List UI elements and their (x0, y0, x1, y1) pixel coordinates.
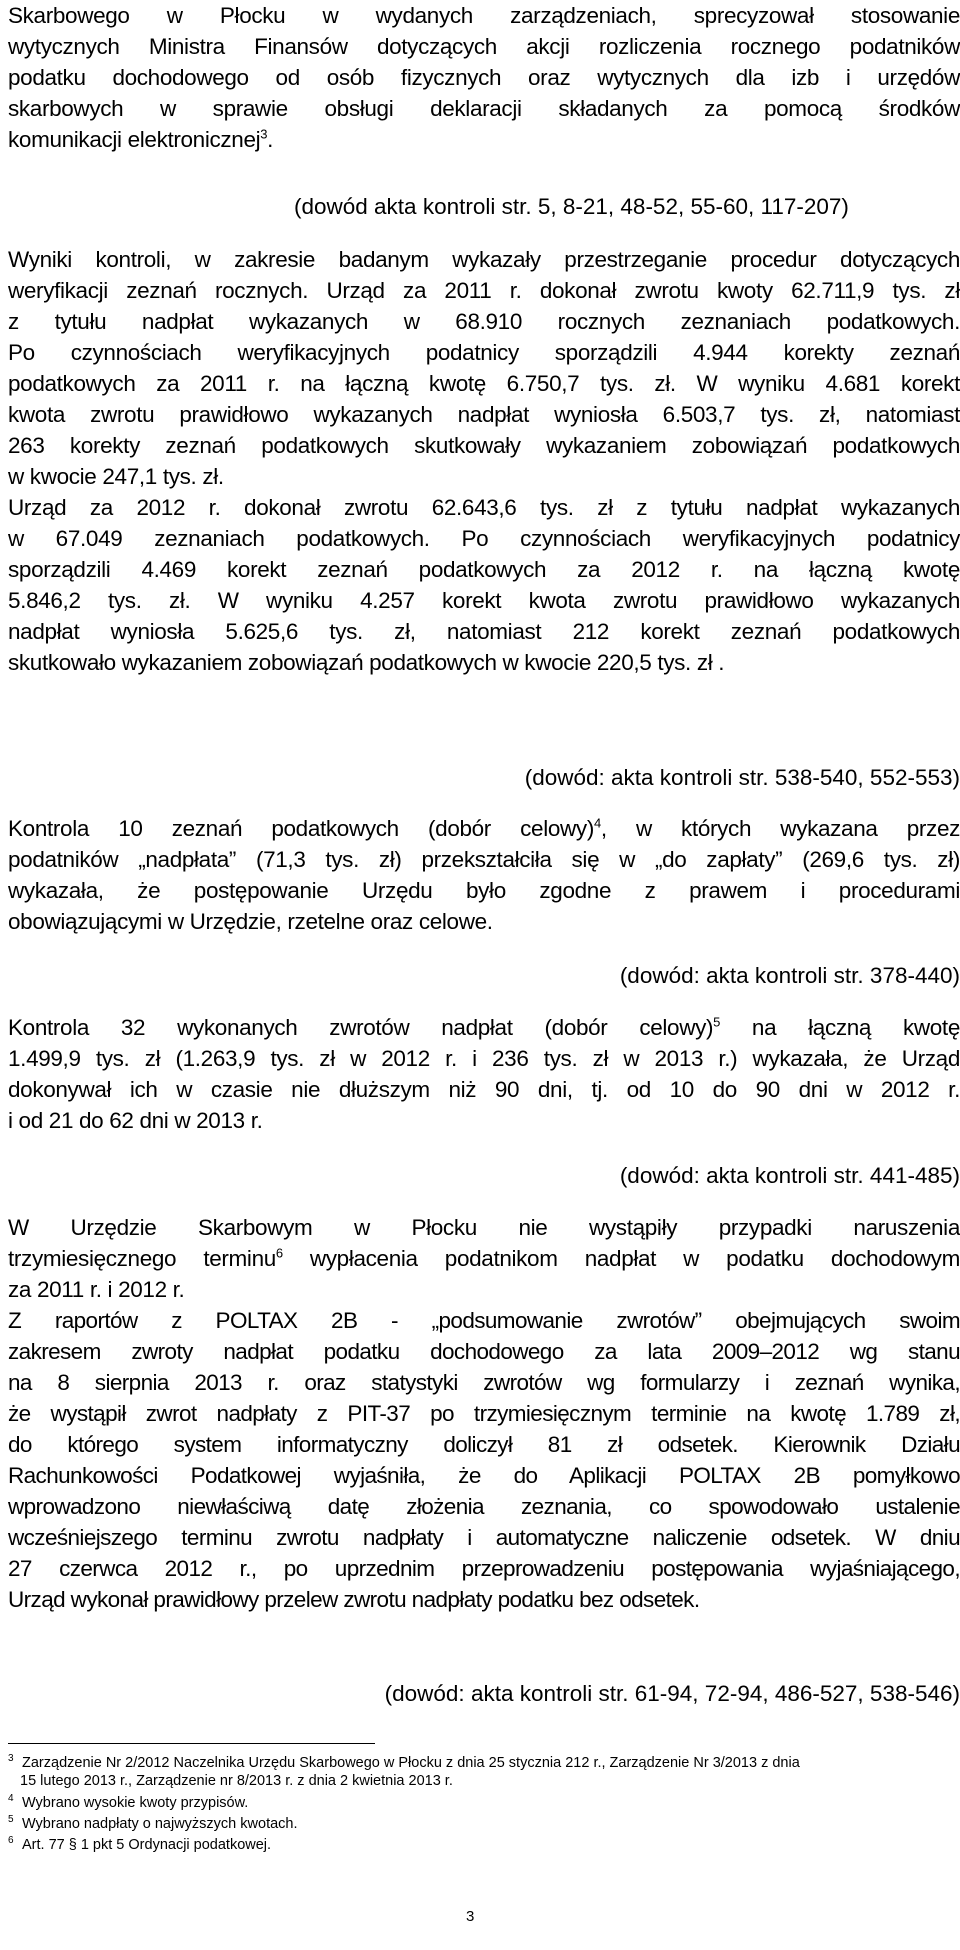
footnote-text: Wybrano nadpłaty o najwyższych kwotach. (22, 1816, 298, 1832)
evidence-reference: (dowód: akta kontroli str. 378-440) (619, 963, 960, 988)
text-line: dokonywał ich w czasie nie dłuższym niż 90 dni, tj. od 10 do 90 dni w 2012 r. (8, 1077, 960, 1102)
text-line: skarbowych w sprawie obsługi deklaracji składanych za pomocą środków (8, 96, 960, 121)
footnote-4: 4 Wybrano wysokie kwoty przypisów. (8, 1793, 249, 1811)
evidence-reference: (dowód akta kontroli str. 5, 8-21, 48-52, 55-60, 117-207) (294, 194, 849, 219)
text-fragment: . (267, 127, 274, 152)
text-line: nadpłat wyniosła 5.625,6 tys. zł, natomiast 212 korekt zeznań podatkowych (8, 619, 960, 644)
text-line (8, 124, 960, 155)
text-line: do którego system informatyczny doliczył 81 zł odsetek. Kierownik Działu (8, 1432, 960, 1457)
text-fragment: , w których wykazana przez (600, 816, 960, 841)
text-fragment: Kontrola 10 zeznań podatkowych (dobór celowy) (8, 816, 594, 841)
text-fragment: Kontrola 32 wykonanych zwrotów nadpłat (dobór celowy) (8, 1015, 714, 1040)
paragraph-no-violations (8, 1212, 960, 1305)
footnote-text: Zarządzenie Nr 2/2012 Naczelnika Urzędu Skarbowego w Płocku z dnia 25 stycznia 212 r., Zarządzenie Nr 3/2013 z dnia (22, 1755, 800, 1771)
text-line: wcześniejszego terminu zwrotu nadpłaty i automatyczne naliczenie odsetek. W dniu (8, 1525, 960, 1550)
text-line: Z raportów z POLTAX 2B - „podsumowanie zwrotów” obejmujących swoim (8, 1308, 960, 1333)
text-line: wytycznych Ministra Finansów dotyczących akcji rozliczenia rocznego podatników (8, 34, 960, 59)
footnote-3: 3 Zarządzenie Nr 2/2012 Naczelnika Urzędu Skarbowego w Płocku z dnia 25 stycznia 212 r., Zarządzenie Nr 3/2013 z dnia 15 lutego 2013 r., Zarządzenie nr 8/2013 r. z dnia 2 kwietnia 2013 r. (8, 1754, 960, 1790)
text-line: Skarbowego w Płocku w wydanych zarządzeniach, sprecyzował stosowanie (8, 3, 960, 28)
text-fragment: komunikacji elektronicznej (8, 127, 261, 152)
text-line: w 67.049 zeznaniach podatkowych. Po czynnościach weryfikacyjnych podatnicy (8, 526, 960, 551)
evidence-reference: (dowód: akta kontroli str. 441-485) (619, 1163, 960, 1188)
text-line: 5.846,2 tys. zł. W wyniku 4.257 korekt kwota zwrotu prawidłowo wykazanych (8, 588, 960, 613)
text-line: podatników „nadpłata” (71,3 tys. zł) przekształciła się w „do zapłaty” (269,6 tys. zł) (8, 847, 960, 872)
text-line: Po czynnościach weryfikacyjnych podatnicy sporządzili 4.944 korekty zeznań (8, 340, 960, 365)
footnote-text-continued: 15 lutego 2013 r., Zarządzenie nr 8/2013 r. z dnia 2 kwietnia 2013 r. (20, 1773, 453, 1789)
text-line: zakresem zwroty nadpłat podatku dochodowego za lata 2009–2012 wg stanu (8, 1339, 960, 1364)
text-line (8, 1012, 960, 1043)
text-line: podatku dochodowego od osób fizycznych oraz wytycznych dla izb i urzędów (8, 65, 960, 90)
footnote-ref: 3 (260, 126, 268, 142)
footnote-ref: 4 (593, 815, 601, 831)
paragraph-poltax-report (8, 1305, 960, 1615)
text-fragment: na łączną kwotę (720, 1015, 960, 1040)
paragraph-control-10 (8, 813, 960, 937)
text-fragment: wypłacenia podatnikom nadpłat w podatku dochodowym (282, 1246, 960, 1271)
paragraph-results-2011 (8, 244, 960, 492)
paragraph-results-2012 (8, 492, 960, 678)
text-fragment: trzymiesięcznego terminu (8, 1246, 276, 1271)
text-line: w kwocie 247,1 tys. zł. (8, 464, 224, 489)
footnote-6: 6 Art. 77 § 1 pkt 5 Ordynacji podatkowej. (8, 1835, 272, 1853)
text-line: 27 czerwca 2012 r., po uprzednim przeprowadzeniu postępowania wyjaśniającego, (8, 1556, 960, 1581)
text-line: podatkowych za 2011 r. na łączną kwotę 6.750,7 tys. zł. W wyniku 4.681 korekt (8, 371, 960, 396)
text-line (8, 813, 960, 844)
text-line: że wystąpił zwrot nadpłaty z PIT-37 po trzymiesięcznym terminie na kwotę 1.789 zł, (8, 1401, 960, 1426)
text-line: Urząd wykonał prawidłowy przelew zwrotu nadpłaty podatku bez odsetek. (8, 1587, 700, 1612)
paragraph-control-32 (8, 1012, 960, 1136)
text-line: Urząd za 2012 r. dokonał zwrotu 62.643,6 tys. zł z tytułu nadpłat wykazanych (8, 495, 960, 520)
text-line: z tytułu nadpłat wykazanych w 68.910 rocznych zeznaniach podatkowych. (8, 309, 960, 334)
page-number: 3 (466, 1908, 475, 1925)
paragraph-intro (8, 0, 960, 155)
footnote-text: Art. 77 § 1 pkt 5 Ordynacji podatkowej. (22, 1837, 272, 1853)
footnote-separator (8, 1743, 375, 1744)
text-line: sporządzili 4.469 korekt zeznań podatkowych za 2012 r. na łączną kwotę (8, 557, 960, 582)
text-line: W Urzędzie Skarbowym w Płocku nie wystąpiły przypadki naruszenia (8, 1215, 960, 1240)
text-line: wprowadzono niewłaściwą datę złożenia zeznania, co spowodowało ustalenie (8, 1494, 960, 1519)
text-line: 1.499,9 tys. zł (1.263,9 tys. zł w 2012 r. i 236 tys. zł w 2013 r.) wykazała, że Urząd (8, 1046, 960, 1071)
text-line: obowiązującymi w Urzędzie, rzetelne oraz celowe. (8, 909, 493, 934)
text-line: Rachunkowości Podatkowej wyjaśniła, że do Aplikacji POLTAX 2B pomyłkowo (8, 1463, 960, 1488)
text-line: kwota zwrotu prawidłowo wykazanych nadpłat wyniosła 6.503,7 tys. zł, natomiast (8, 402, 960, 427)
text-line: wykazała, że postępowanie Urzędu było zgodne z prawem i procedurami (8, 878, 960, 903)
text-line: weryfikacji zeznań rocznych. Urząd za 2011 r. dokonał zwrotu kwoty 62.711,9 tys. zł (8, 278, 960, 303)
evidence-reference: (dowód: akta kontroli str. 538-540, 552-553) (524, 765, 960, 790)
text-line: skutkowało wykazaniem zobowiązań podatkowych w kwocie 220,5 tys. zł . (8, 650, 725, 675)
text-line: Wyniki kontroli, w zakresie badanym wykazały przestrzeganie procedur dotyczących (8, 247, 960, 272)
footnote-ref: 6 (275, 1245, 283, 1261)
footnote-5: 5 Wybrano nadpłaty o najwyższych kwotach. (8, 1814, 298, 1832)
text-line: na 8 sierpnia 2013 r. oraz statystyki zwrotów wg formularzy i zeznań wynika, (8, 1370, 960, 1395)
footnote-text: Wybrano wysokie kwoty przypisów. (22, 1795, 249, 1811)
text-line: 263 korekty zeznań podatkowych skutkowały wykazaniem zobowiązań podatkowych (8, 433, 960, 458)
evidence-reference: (dowód: akta kontroli str. 61-94, 72-94, 486-527, 538-546) (384, 1681, 960, 1706)
footnote-ref: 5 (713, 1014, 721, 1030)
text-line: za 2011 r. i 2012 r. (8, 1277, 185, 1302)
text-line: i od 21 do 62 dni w 2013 r. (8, 1108, 263, 1133)
text-line (8, 1243, 960, 1274)
